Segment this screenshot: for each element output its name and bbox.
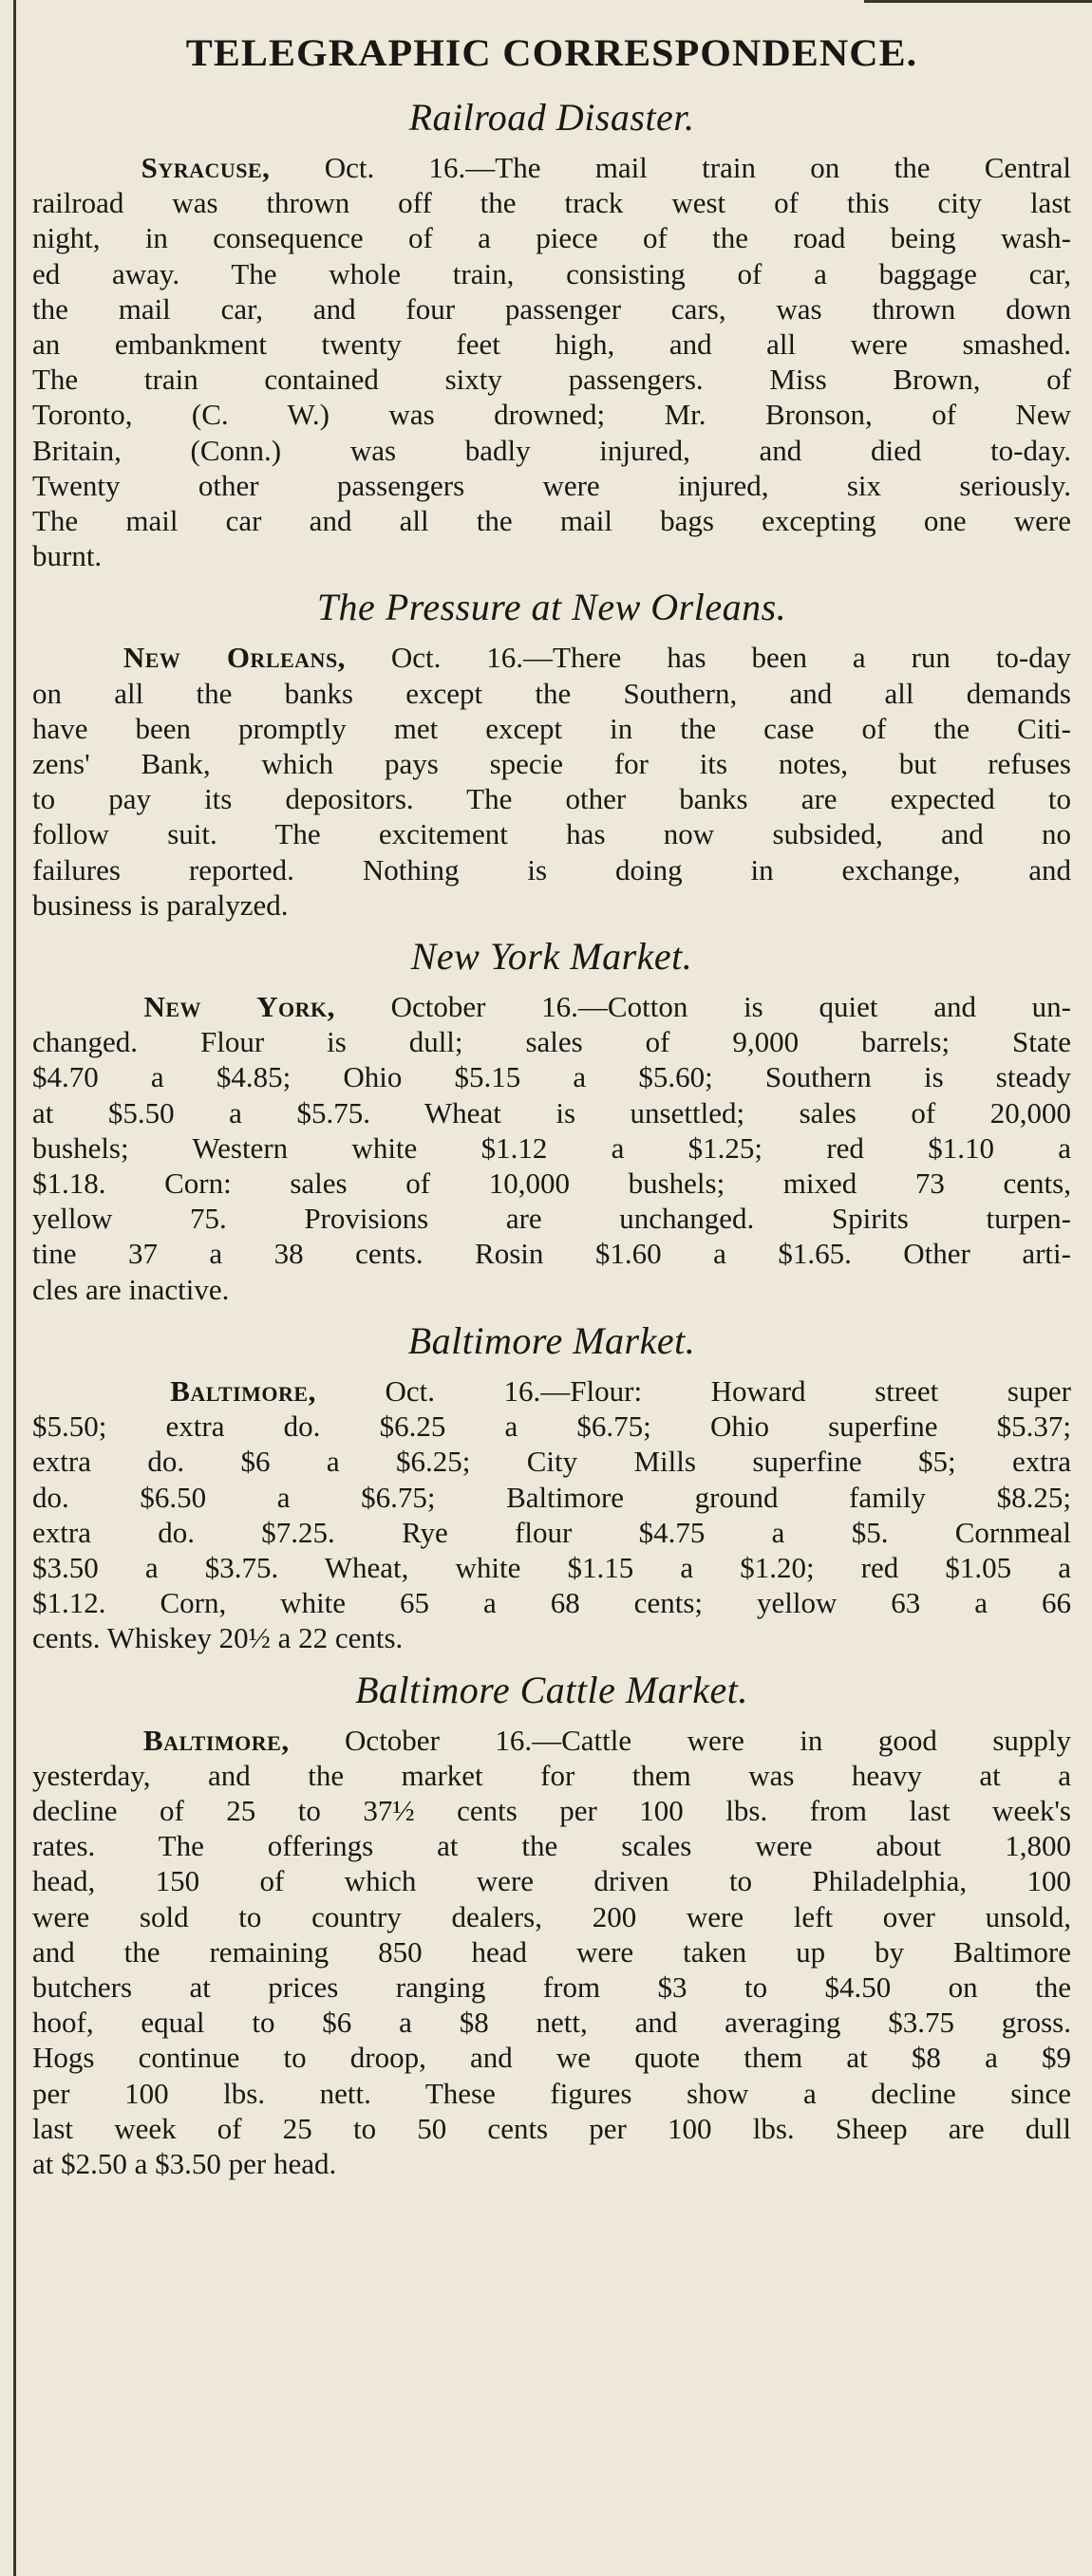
article-baltimore-cattle-market [32, 1664, 1071, 2182]
body-line: The train contained sixty passengers. Miss Brown, of [32, 363, 1071, 397]
body-line: $5.50; extra do. $6.25 a $6.75; Ohio superfine $5.37; [32, 1409, 1071, 1444]
article-headline: Railroad Disaster. [408, 96, 695, 139]
body-line: an embankment twenty feet high, and all were smashed. [32, 327, 1071, 362]
body-line: extra do. $6 a $6.25; City Mills superfine $5; extra [32, 1445, 1071, 1479]
body-line: railroad was thrown off the track west of this city last [32, 186, 1071, 220]
body-line: The mail car and all the mail bags excepting one were [32, 504, 1071, 538]
body-line: rates. The offerings at the scales were about 1,800 [32, 1829, 1071, 1863]
body-line: cles are inactive. [32, 1272, 230, 1306]
body-line: at $5.50 a $5.75. Wheat is unsettled; sales of 20,000 [32, 1095, 1071, 1129]
body-line: have been promptly met except in the case of the Citi- [32, 711, 1071, 745]
body-line: the mail car, and four passenger cars, was thrown down [32, 291, 1071, 326]
body-line: bushels; Western white $1.12 a $1.25; red $1.10 a [32, 1130, 1071, 1165]
body-line: burnt. [32, 539, 103, 573]
body-line: Baltimore, Oct. 16.—Flour: Howard street super [170, 1373, 1071, 1408]
article-body [32, 1723, 1071, 2182]
body-line: business is paralyzed. [32, 887, 289, 922]
body-line: Twenty other passengers were injured, six seriously. [32, 468, 1071, 502]
body-line: hoof, equal to $6 a $8 nett, and averaging $3.75 gross. [32, 2006, 1071, 2040]
body-line: failures reported. Nothing is doing in exchange, and [32, 852, 1071, 887]
dateline: Baltimore, [170, 1373, 316, 1408]
body-line: extra do. $7.25. Rye flour $4.75 a $5. Cornmeal [32, 1515, 1071, 1549]
body-line: and the remaining 850 head were taken up by Baltimore [32, 1934, 1071, 1969]
body-line: New York, October 16.—Cotton is quiet and un- [143, 990, 1071, 1024]
body-line: yellow 75. Provisions are unchanged. Spirits turpen- [32, 1202, 1071, 1236]
article-body [32, 1373, 1071, 1656]
article-headline: New York Market. [410, 935, 693, 979]
article-headline: The Pressure at New Orleans. [316, 586, 787, 629]
body-line: Baltimore, October 16.—Cattle were in good supply [142, 1723, 1071, 1757]
body-line: Syracuse, Oct. 16.—The mail train on the Central [141, 151, 1071, 184]
body-line: head, 150 of which were driven to Philadelphia, 100 [32, 1864, 1071, 1898]
body-line: Hogs continue to droop, and we quote them at $8 a $9 [32, 2041, 1071, 2075]
body-line: changed. Flour is dull; sales of 9,000 barrels; State [32, 1025, 1071, 1059]
body-line: tine 37 a 38 cents. Rosin $1.60 a $1.65. Other arti- [32, 1237, 1071, 1271]
body-line: Toronto, (C. W.) was drowned; Mr. Bronson, of New [32, 398, 1071, 432]
article-body [32, 640, 1071, 923]
article-body [32, 989, 1071, 1307]
article-headline: Baltimore Market. [407, 1318, 696, 1362]
body-line: on all the banks except the Southern, and all demands [32, 676, 1071, 710]
body-line: decline of 25 to 37½ cents per 100 lbs. from last week's [32, 1793, 1071, 1827]
body-line: $1.18. Corn: sales of 10,000 bushels; mixed 73 cents, [32, 1167, 1071, 1201]
masthead: TELEGRAPHIC CORRESPONDENCE. [185, 31, 918, 74]
article-headline: Baltimore Cattle Market. [355, 1668, 748, 1711]
body-line: do. $6.50 a $6.75; Baltimore ground family $8.25; [32, 1480, 1071, 1514]
body-line: last week of 25 to 50 cents per 100 lbs. Sheep are dull [32, 2111, 1071, 2145]
dateline: New Orleans, [122, 641, 346, 675]
body-line: at $2.50 a $3.50 per head. [32, 2146, 337, 2180]
body-line: Britain, (Conn.) was badly injured, and died to-day. [32, 433, 1071, 467]
news-column [32, 17, 1071, 2181]
article-pressure-new-orleans [32, 581, 1071, 923]
body-line: per 100 lbs. nett. These figures show a decline since [32, 2076, 1071, 2110]
body-line: butchers at prices ranging from $3 to $4.50 on the [32, 1969, 1071, 2004]
body-line: New Orleans, Oct. 16.—There has been a run to-day [122, 641, 1071, 675]
article-railroad-disaster [32, 91, 1071, 573]
body-line: $1.12. Corn, white 65 a 68 cents; yellow 63 a 66 [32, 1586, 1071, 1620]
body-line: zens' Bank, which pays specie for its notes, but refuses [32, 747, 1071, 781]
body-line: $3.50 a $3.75. Wheat, white $1.15 a $1.20; red $1.05 a [32, 1550, 1071, 1584]
dateline: Baltimore, [142, 1723, 290, 1757]
body-line: night, in consequence of a piece of the road being wash- [32, 221, 1071, 255]
body-line: to pay its depositors. The other banks are expected to [32, 782, 1071, 816]
column-rule-left [13, 0, 16, 2576]
article-baltimore-market [32, 1315, 1071, 1656]
body-line: yesterday, and the market for them was heavy at a [32, 1758, 1071, 1792]
column-rule-top [864, 0, 1092, 3]
dateline: New York, [143, 990, 335, 1024]
article-body [32, 150, 1071, 573]
dateline: Syracuse, [141, 151, 271, 184]
body-line: were sold to country dealers, 200 were left over unsold, [32, 1899, 1071, 1933]
body-line: $4.70 a $4.85; Ohio $5.15 a $5.60; Southern is steady [32, 1060, 1071, 1094]
body-line: cents. Whiskey 20½ a 22 cents. [32, 1621, 404, 1655]
body-line: follow suit. The excitement has now subsided, and no [32, 817, 1071, 851]
article-new-york-market [32, 930, 1071, 1307]
body-line: ed away. The whole train, consisting of a baggage car, [32, 256, 1071, 290]
